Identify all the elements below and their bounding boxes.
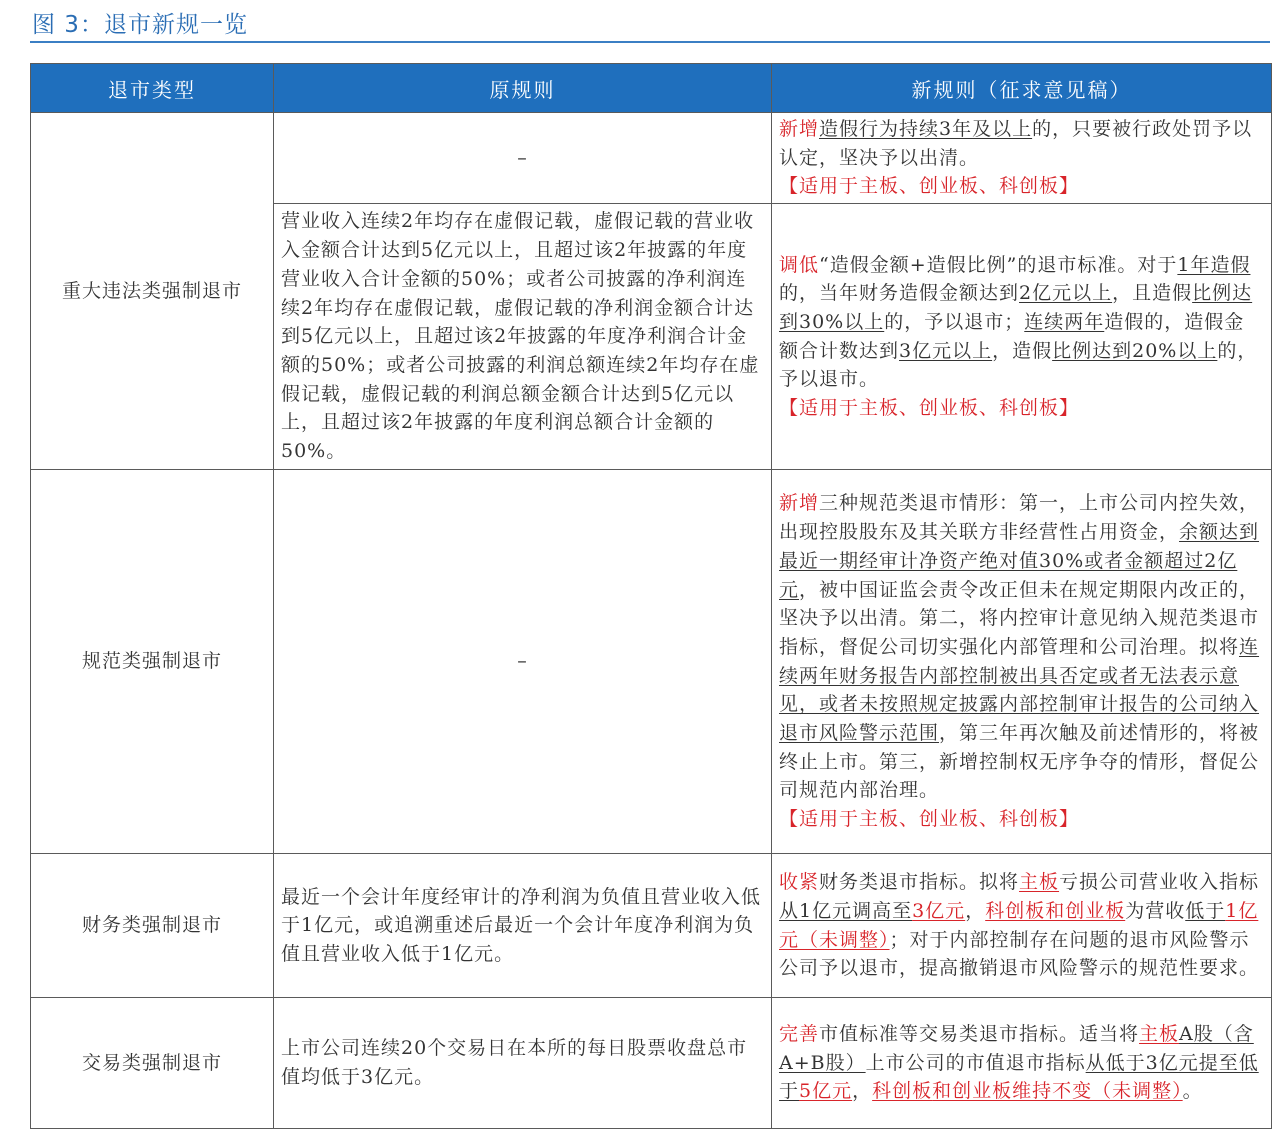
rule-action: 新增 [779, 492, 820, 515]
rule-text: 三种规范类退市情形：第一，上市公司内控失效，出现控股股东及其关联方非经营性占用资金， [779, 492, 1260, 544]
underlined-text: 3亿元 [912, 899, 966, 922]
category-cell: 重大违法类强制退市 [31, 113, 274, 470]
new-rule-cell [772, 854, 1272, 998]
new-rule-cell [772, 470, 1272, 854]
rule-text: 财务类退市指标。拟将 [819, 871, 1020, 894]
rule-text: “造假金额+造假比例”的退市标准。对于 [819, 253, 1178, 276]
figure-title: 图 3：退市新规一览 [32, 12, 248, 38]
table-row [31, 113, 1272, 204]
underlined-text: 从1亿元调高至 [779, 899, 913, 922]
underlined-text: 余额达到最近一期经审计净资产绝对值30%或者金额超过2亿元 [779, 521, 1260, 601]
underlined-text: 2亿元以上 [1019, 282, 1113, 305]
underlined-text: 连续两年 [1024, 310, 1105, 333]
rule-text: 的，予以退市。 [779, 339, 1258, 391]
underlined-text: 和创业板维持不变（未调整） [932, 1080, 1183, 1103]
table-row [31, 998, 1272, 1129]
new-rule-cell [772, 998, 1272, 1129]
underlined-text: 比例达到30%以上 [779, 282, 1253, 333]
rule-text: 造假的，造假金额合计数达到 [779, 310, 1245, 362]
rule-action: 收紧 [779, 871, 820, 894]
rule-text: ，第三年再次触及前述情形的，将被终止上市。第三，新增控制权无序争夺的情形，督促公司规范内部治理。 [779, 722, 1260, 802]
delisting-rules-table [30, 63, 1272, 1129]
title-rule [30, 41, 1270, 43]
rule-text: 上市公司的市值退市指标 [865, 1051, 1086, 1074]
rule-text: 的，当年财务造假金额达到 [779, 282, 1020, 305]
underlined-text: 3亿元以上 [899, 339, 993, 362]
underlined-text: 比例达到20%以上 [1052, 339, 1218, 362]
underlined-text: 科创板 [872, 1080, 933, 1103]
applicable-boards-tag: 【适用于主板、创业板、科创板】 [779, 175, 1080, 198]
old-rule-cell: – [274, 470, 772, 854]
underlined-text: 连续两年财务报告内部控制被出具否定或者无法表示意见，或者未按照规定披露内部控制审计报告的公司纳入退市风险警示范围 [779, 635, 1260, 745]
underlined-text: A股（含A+B股） [779, 1023, 1254, 1074]
underlined-text: 1亿元（未调整） [779, 899, 1259, 951]
rule-text: 为营收 [1125, 899, 1186, 922]
header-new-rule: 新规则（征求意见稿） [772, 64, 1272, 113]
rule-text: ， [965, 899, 986, 922]
rule-text: ， [852, 1080, 873, 1103]
old-rule-cell: 上市公司连续20个交易日在本所的每日股票收盘总市值均低于3亿元。 [274, 998, 772, 1129]
rule-text: 亏损公司营业收入指标 [1059, 871, 1260, 894]
underlined-text: 从低于3亿元提至低于 [779, 1051, 1259, 1103]
rule-action: 调低 [779, 253, 820, 276]
new-rule-cell [772, 113, 1272, 204]
rule-text: 的，予以退市； [884, 310, 1025, 333]
header-old-rule: 原规则 [274, 64, 772, 113]
rule-text: ，且造假 [1112, 282, 1193, 305]
rule-action: 完善 [779, 1023, 820, 1046]
applicable-boards-tag: 【适用于主板、创业板、科创板】 [779, 808, 1080, 831]
rule-text: ，被中国证监会责令改正但未在规定期限内改正的，坚决予以出清。第二，将内控审计意见纳入规范类退市指标，督促公司切实强化内部管理和公司治理。拟将 [779, 578, 1260, 658]
rule-text: ，造假 [992, 339, 1053, 362]
applicable-boards-tag: 【适用于主板、创业板、科创板】 [779, 397, 1080, 420]
category-cell: 交易类强制退市 [31, 998, 274, 1129]
rule-text: ；对于内部控制存在问题的退市风险警示公司予以退市，提高撤销退市风险警示的规范性要求。 [779, 928, 1260, 980]
header-row [31, 64, 1272, 113]
rule-text: 市值标准等交易类退市指标。适当将 [819, 1023, 1140, 1046]
underlined-text: 科创板和创业板 [985, 899, 1126, 922]
underlined-text: 主板 [1139, 1023, 1180, 1046]
underlined-text: 5亿元 [799, 1080, 853, 1103]
table-row [31, 854, 1272, 998]
rule-text: 。 [1182, 1080, 1203, 1103]
category-cell: 规范类强制退市 [31, 470, 274, 854]
old-rule-cell: – [274, 113, 772, 204]
rule-text: 的，只要被行政处罚予以认定，坚决予以出清。 [779, 118, 1253, 169]
old-rule-cell: 最近一个会计年度经审计的净利润为负值且营业收入低于1亿元，或追溯重述后最近一个会计年度净利润为负值且营业收入低于1亿元。 [274, 854, 772, 998]
underlined-text: 主板 [1019, 871, 1060, 894]
header-category: 退市类型 [31, 64, 274, 113]
table-row [31, 470, 1272, 854]
new-rule-cell [772, 204, 1272, 470]
rule-action: 新增 [779, 118, 820, 140]
category-cell: 财务类强制退市 [31, 854, 274, 998]
underlined-text: 1年造假 [1177, 253, 1251, 276]
underlined-text: 造假行为持续3年及以上 [819, 118, 1033, 140]
underlined-text: 低于 [1185, 899, 1226, 922]
old-rule-cell: 营业收入连续2年均存在虚假记载，虚假记载的营业收入金额合计达到5亿元以上，且超过该2年披露的年度营业收入合计金额的50%；或者公司披露的净利润连续2年均存在虚假记载，虚假记载的净利润金额合计达到5亿元以上，且超过该2年披露的年度净利润合计金额的50%；或者公司披露的利润总额连续2年均存在虚假记载，虚假记载的利润总额金额合计达到5亿元以上，且超过该2年披露的年度利润总额合计金额的50%。 [274, 204, 772, 470]
